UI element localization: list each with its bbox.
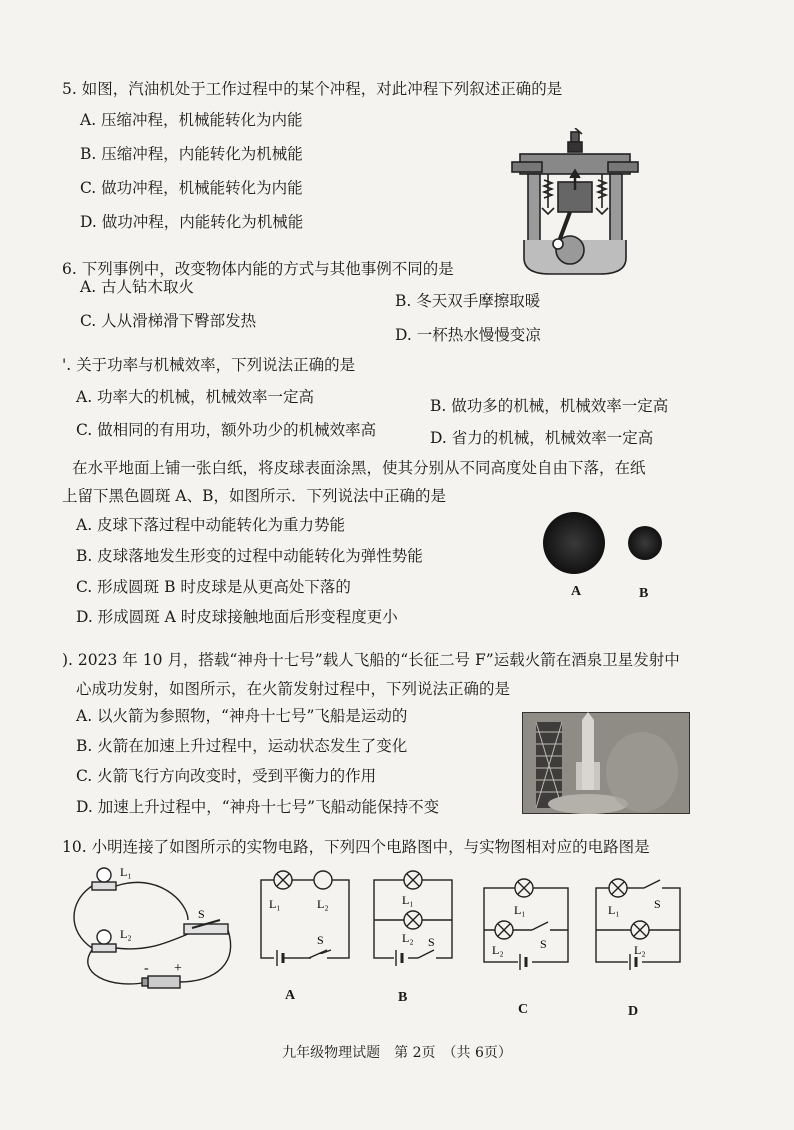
q5-option-c: C. 做功冲程，机械能转化为内能	[80, 179, 303, 197]
circuit-diagram-d	[590, 872, 686, 972]
q8-stem-line2: 上留下黑色圆斑 A、B，如图所示．下列说法中正确的是	[62, 487, 447, 505]
q8-option-b: B. 皮球落地发生形变的过程中动能转化为弹性势能	[76, 547, 423, 565]
physical-circuit-figure	[68, 862, 238, 1002]
diagram-b-label: B	[398, 990, 408, 1005]
q10-stem: 10. 小明连接了如图所示的实物电路，下列四个电路图中，与实物图相对应的电路图是	[62, 838, 650, 856]
diagram-a-l2: L₂	[317, 897, 329, 911]
diagram-b-l2: L₂	[402, 931, 414, 945]
q7-option-a: A. 功率大的机械，机械效率一定高	[76, 388, 315, 406]
diagram-d-l2: L₂	[634, 943, 646, 957]
q9-stem-line2: 心成功发射，如图所示，在火箭发射过程中，下列说法正确的是	[76, 680, 511, 698]
q9-stem-line1: ). 2023 年 10 月，搭载“神舟十七号”载人飞船的“长征二号 F”运载火箭在酒泉卫星发射中	[62, 651, 680, 669]
q5-option-a: A. 压缩冲程，机械能转化为内能	[80, 111, 303, 129]
circuit-diagram-a	[255, 868, 355, 968]
physical-l1-label: L₁	[120, 865, 132, 879]
q6-option-a: A. 古人钻木取火	[80, 278, 195, 296]
q5-option-b: B. 压缩冲程，内能转化为机械能	[80, 145, 303, 163]
circuit-diagram-c	[478, 872, 574, 972]
diagram-a-label: A	[285, 988, 296, 1003]
battery-plus-label: +	[174, 961, 182, 976]
q5-option-d: D. 做功冲程，内能转化为机械能	[80, 213, 304, 231]
q5-stem: 5. 如图，汽油机处于工作过程中的某个冲程，对此冲程下列叙述正确的是	[62, 80, 563, 98]
diagram-d-l1: L₁	[608, 903, 620, 917]
page-footer: 九年级物理试题 第 2页 （共 6页）	[282, 1045, 512, 1061]
physical-l2-label: L₂	[120, 927, 132, 941]
q8-option-a: A. 皮球下落过程中动能转化为重力势能	[76, 516, 346, 534]
engine-figure	[510, 128, 640, 276]
q6-option-c: C. 人从滑梯滑下臀部发热	[80, 312, 257, 330]
diagram-c-l1: L₁	[514, 903, 526, 917]
q7-option-c: C. 做相同的有用功，额外功少的机械效率高	[76, 421, 377, 439]
diagram-b-s: S	[428, 935, 435, 949]
diagram-c-l2: L₂	[492, 943, 504, 957]
physical-switch-label: S	[198, 907, 205, 921]
diagram-d-label: D	[628, 1004, 639, 1019]
diagram-c-label: C	[518, 1002, 529, 1017]
diagram-c-s: S	[540, 937, 547, 951]
q7-option-d: D. 省力的机械，机械效率一定高	[430, 429, 654, 447]
q9-option-b: B. 火箭在加速上升过程中，运动状态发生了变化	[76, 737, 408, 755]
q9-option-c: C. 火箭飞行方向改变时，受到平衡力的作用	[76, 767, 377, 785]
q7-option-b: B. 做功多的机械，机械效率一定高	[430, 397, 669, 415]
spot-b	[628, 526, 662, 560]
q8-option-d: D. 形成圆斑 A 时皮球接触地面后形变程度更小	[76, 608, 398, 626]
diagram-d-s: S	[654, 897, 661, 911]
rocket-launch-photo	[522, 712, 690, 814]
spot-b-label: B	[639, 586, 649, 601]
circuit-diagram-b	[368, 868, 458, 968]
q6-stem: 6. 下列事例中，改变物体内能的方式与其他事例不同的是	[62, 260, 454, 278]
diagram-b-l1: L₁	[402, 893, 414, 907]
q7-stem: '. 关于功率与机械效率，下列说法正确的是	[62, 356, 356, 374]
q9-option-d: D. 加速上升过程中，“神舟十七号”飞船动能保持不变	[76, 798, 440, 816]
q8-stem-line1: 在水平地面上铺一张白纸，将皮球表面涂黑，使其分别从不同高度处自由下落，在纸	[72, 459, 646, 477]
spot-a	[543, 512, 605, 574]
diagram-a-s: S	[317, 933, 324, 947]
spots-figure	[538, 510, 668, 580]
q6-option-b: B. 冬天双手摩擦取暖	[395, 292, 541, 310]
spot-a-label: A	[571, 584, 582, 599]
diagram-a-l1: L₁	[269, 897, 281, 911]
q6-option-d: D. 一杯热水慢慢变凉	[395, 326, 541, 344]
q8-option-c: C. 形成圆斑 B 时皮球是从更高处下落的	[76, 578, 351, 596]
q9-option-a: A. 以火箭为参照物，“神舟十七号”飞船是运动的	[76, 707, 408, 725]
battery-minus-label: -	[144, 961, 149, 976]
